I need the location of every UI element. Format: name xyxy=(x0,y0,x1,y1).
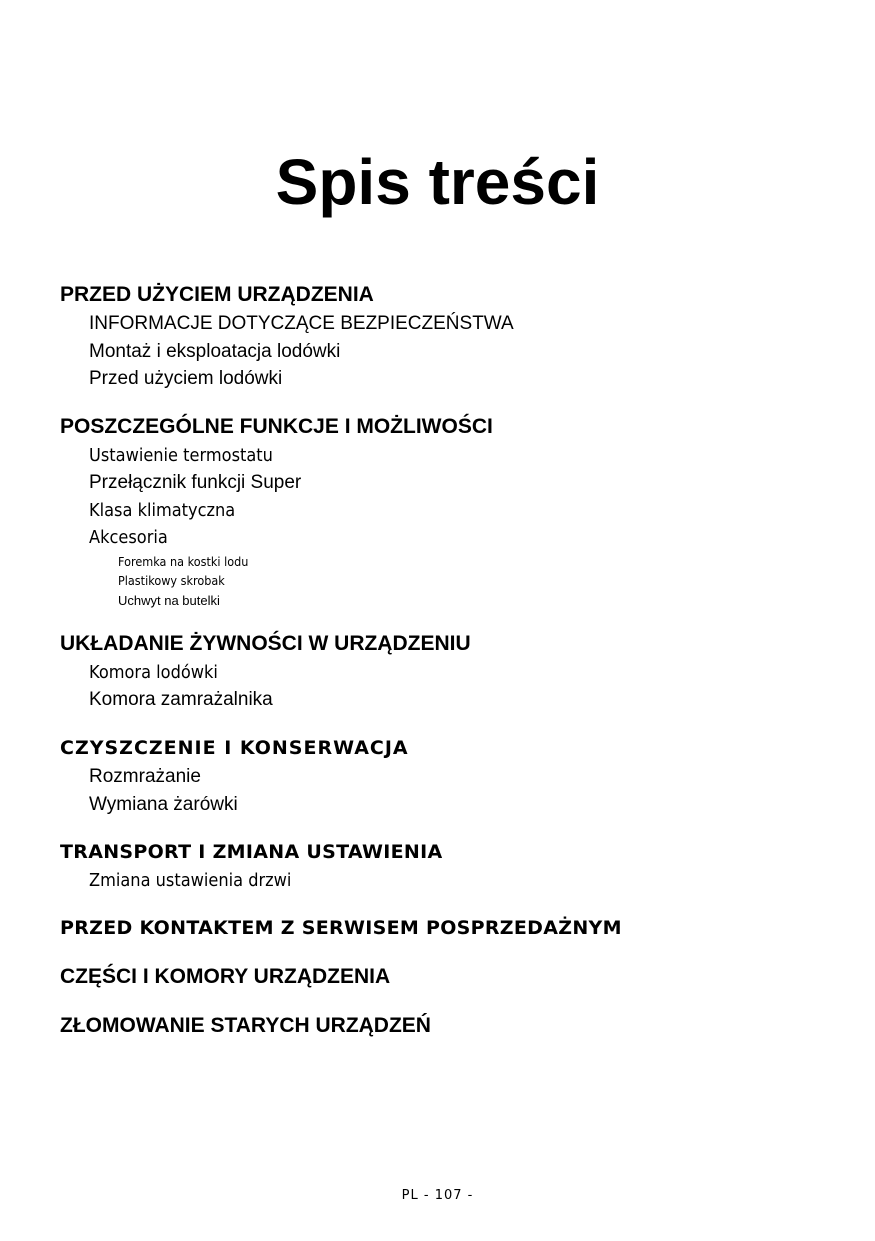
toc-item-bulb-replacement[interactable]: Wymiana żarówki xyxy=(89,794,238,815)
toc-heading-functions[interactable]: POSZCZEGÓLNE FUNKCJE I MOŻLIWOŚCI xyxy=(60,415,493,438)
toc-heading-cleaning[interactable]: CZYSZCZENIE I KONSERWACJA xyxy=(60,737,409,759)
toc-item-freezer-compartment[interactable]: Komora zamrażalnika xyxy=(89,689,273,710)
toc-heading-transport[interactable]: TRANSPORT I ZMIANA USTAWIENIA xyxy=(60,841,443,863)
toc-item-super-switch[interactable]: Przełącznik funkcji Super xyxy=(89,472,302,493)
toc-item-defrosting[interactable]: Rozmrażanie xyxy=(89,766,201,787)
toc-heading-food-placement[interactable]: UKŁADANIE ŻYWNOŚCI W URZĄDZENIU xyxy=(60,632,471,655)
toc-heading-before-use[interactable]: PRZED UŻYCIEM URZĄDZENIA xyxy=(60,283,374,306)
toc-item-installation[interactable]: Montaż i eksploatacja lodówki xyxy=(89,341,341,362)
toc-item-accessories[interactable]: Akcesoria xyxy=(89,527,168,548)
toc-subitem-bottle-holder[interactable]: Uchwyt na butelki xyxy=(118,593,220,608)
toc-heading-parts[interactable]: CZĘŚCI I KOMORY URZĄDZENIA xyxy=(60,965,391,988)
toc-item-before-using-fridge[interactable]: Przed użyciem lodówki xyxy=(89,368,283,389)
page-number: PL - 107 - xyxy=(401,1188,474,1203)
toc-heading-disposal[interactable]: ZŁOMOWANIE STARYCH URZĄDZEŃ xyxy=(60,1014,431,1037)
toc-item-safety-info[interactable]: INFORMACJE DOTYCZĄCE BEZPIECZEŃSTWA xyxy=(89,313,514,334)
page-title: Spis treści xyxy=(275,146,600,218)
toc-item-fridge-compartment[interactable]: Komora lodówki xyxy=(89,662,218,683)
toc-item-climate-class[interactable]: Klasa klimatyczna xyxy=(89,500,236,521)
toc-item-thermostat[interactable]: Ustawienie termostatu xyxy=(89,445,273,466)
toc-heading-before-service[interactable]: PRZED KONTAKTEM Z SERWISEM POSPRZEDAŻNYM xyxy=(60,917,622,939)
toc-subitem-ice-tray[interactable]: Foremka na kostki lodu xyxy=(118,554,249,569)
toc-subitem-scraper[interactable]: Plastikowy skrobak xyxy=(118,573,225,588)
toc-item-door-reversal[interactable]: Zmiana ustawienia drzwi xyxy=(89,870,292,891)
